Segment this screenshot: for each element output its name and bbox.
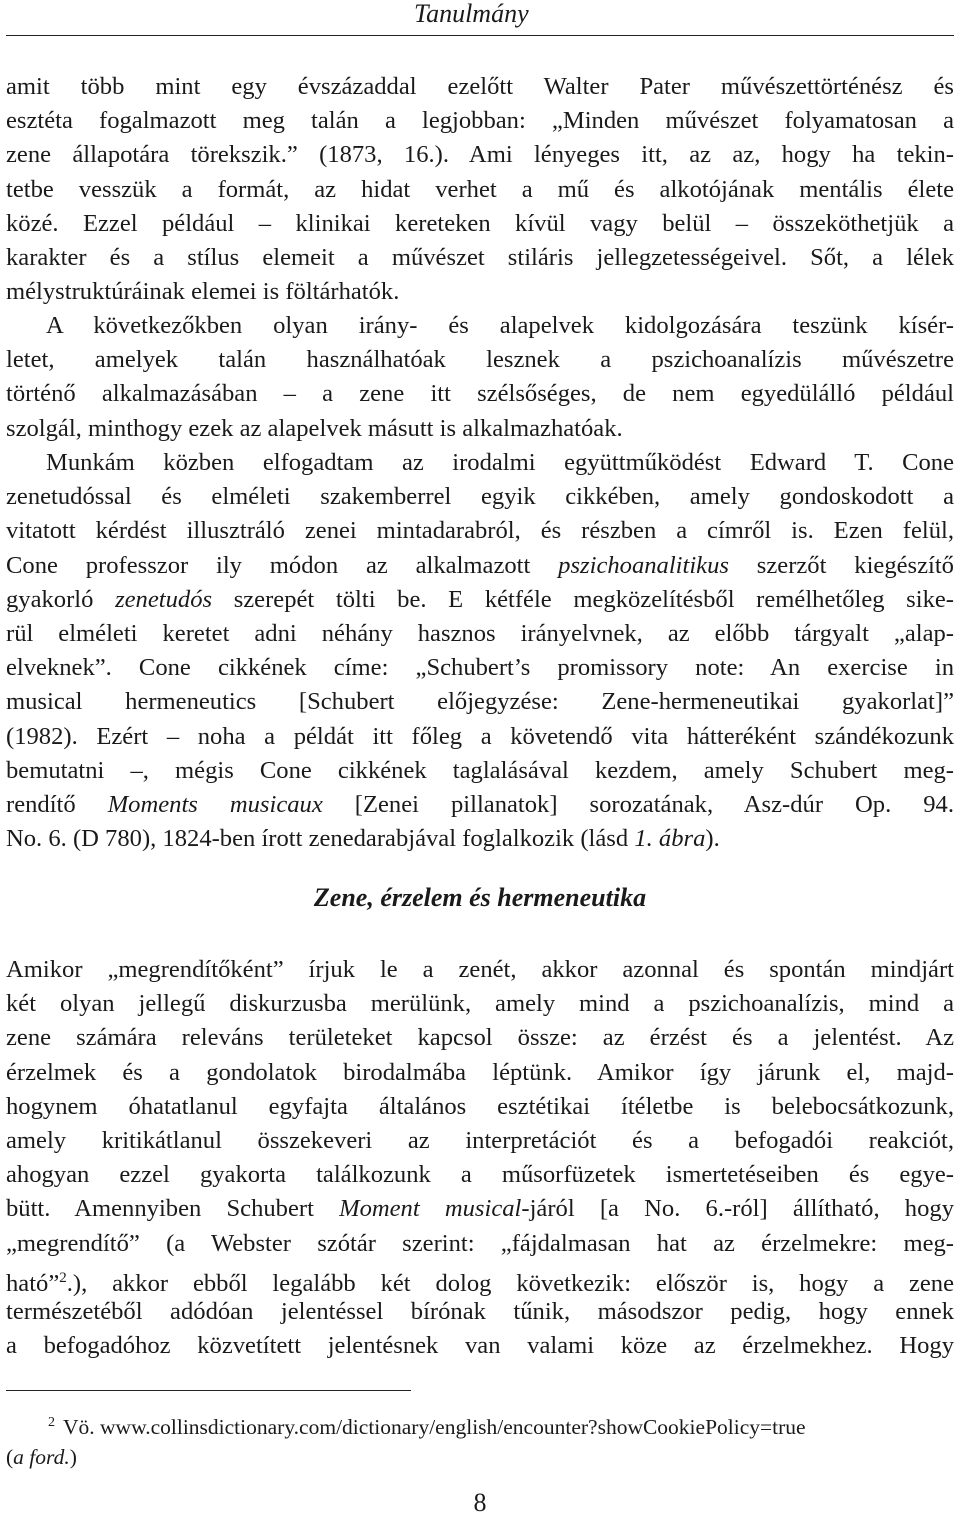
text-line: „megrendítő” (a Webster szótár szerint: „fájdalmasan hat az érzelmekre: meg- — [6, 1229, 954, 1257]
text-line: Amikor „megrendítőként” írjuk le a zenét, akkor azonnal és spontán mindjárt — [6, 956, 954, 983]
italic-title: Moments musicaux — [107, 790, 323, 818]
figure-reference: 1. ábra — [634, 825, 706, 853]
text-run: gyakorló — [6, 585, 116, 613]
text-line: szolgál, minthogy ezek az alapelvek másutt is alkalmazhatóak. — [6, 414, 623, 442]
text-line: két olyan jellegű diskurzusba merülünk, amely mind a pszichoanalízis, mind a — [6, 990, 954, 1018]
footnote-number: 2 — [48, 1415, 55, 1430]
footnote-rule — [6, 1390, 411, 1391]
text-line: érzelmek és a gondolatok birodalmába léptünk. Amikor így járunk el, majd- — [6, 1058, 954, 1086]
text-run: ). — [705, 825, 720, 853]
footnote-link[interactable]: Vö. www.collinsdictionary.com/dictionary/english/encounter?showCookiePolicy=true — [63, 1415, 806, 1440]
text-run: -járól [a No. 6.-ról] állítható, hogy — [521, 1195, 954, 1223]
footnote-marker[interactable]: 2 — [59, 1269, 67, 1286]
italic-term: pszichoanalitikus — [558, 551, 729, 579]
text-line: hogynem óhatatlanul egyfajta általános esztétikai ítéletbe is belebocsátkozunk, — [6, 1092, 954, 1120]
text-line: zene számára releváns területeket kapcsol össze: az érzést és a jelentést. Az — [6, 1024, 954, 1052]
text-line: zenetudóssal és elméleti szakemberrel egyik cikkében, amely gondoskodott a — [6, 483, 954, 511]
text-run: szerzőt kiegészítő — [728, 551, 954, 579]
text-run: .), akkor ebből legalább két dolog következik: először is, hogy a zene — [66, 1269, 954, 1297]
text-line: tetbe vesszük a formát, az hidat verhet a mű és alkotójának mentális élete — [6, 175, 954, 203]
italic-title: Moment musical — [339, 1195, 522, 1223]
text-run: rendítő — [6, 790, 108, 818]
running-header — [0, 0, 960, 40]
text-line: (1982). Ezért – noha a példát itt főleg a követendő vita hátteréként szándékozunk — [6, 722, 954, 750]
text-run: Cone professzor ily módon az alkalmazott — [6, 551, 559, 579]
text-line: a befogadóhoz közvetített jelentésnek van valami köze az érzelmekhez. Hogy — [6, 1332, 954, 1360]
text-line: bemutatni –, mégis Cone cikkének taglalásával kezdem, amely Schubert meg- — [6, 756, 954, 784]
text-line: Munkám közben elfogadtam az irodalmi együttműködést Edward T. Cone — [46, 449, 954, 476]
text-line — [6, 822, 954, 856]
text-line — [6, 788, 954, 822]
text-line — [6, 549, 954, 583]
italic-term: zenetudós — [115, 585, 213, 613]
journal-section-title: Tanulmány — [414, 0, 529, 28]
paragraph-1 — [6, 70, 954, 309]
text-line — [6, 1261, 954, 1295]
text-line: ahogyan ezzel gyakorta találkozunk a műsorfüzetek ismertetéseiben és egye- — [6, 1161, 954, 1189]
text-line: amely kritikátlanul összekeveri az interpretációt és a befogadói reakciót, — [6, 1126, 954, 1154]
text-line: rül elméleti keretet adni néhány hasznos irányelvnek, az előbb tárgyalt „alap- — [6, 619, 954, 647]
text-run: szerepét tölti be. E kétféle megközelítésből remélhetőleg sike- — [212, 585, 954, 613]
text-line: esztéta fogalmazott meg talán a legjobban: „Minden művészet folyamatosan a — [6, 107, 954, 135]
paragraph-2 — [6, 309, 954, 446]
paragraph-4 — [6, 953, 954, 1363]
text-run: bütt. Amennyiben Schubert — [6, 1195, 340, 1223]
text-run: [Zenei pillanatok] sorozatának, Asz-dúr Op. 94. — [322, 790, 955, 818]
text-line: elveknek”. Cone cikkének címe: „Schubert’s promissory note: An exercise in — [6, 654, 954, 682]
header-rule — [6, 35, 954, 36]
paragraph-3 — [6, 446, 954, 856]
text-line: A következőkben olyan irány- és alapelvek kidolgozására teszünk kísér- — [46, 312, 954, 339]
text-line — [6, 583, 954, 617]
section-heading: Zene, érzelem és hermeneutika — [313, 883, 647, 912]
text-line: természetéből adódóan jelentéssel bírónak tűnik, másodszor pedig, hogy ennek — [6, 1297, 954, 1325]
text-line: amit több mint egy évszázaddal ezelőtt Walter Pater művészettörténész és — [6, 73, 954, 100]
text-line: mélystruktúráinak elemei is föltárhatók. — [6, 278, 400, 306]
text-run: ) — [69, 1445, 77, 1470]
text-line: közé. Ezzel például – klinikai kereteken kívül vagy belül – összeköthetjük a — [6, 209, 954, 237]
text-line: musical hermeneutics [Schubert előjegyzése: Zene-hermeneutikai gyakorlat]” — [6, 688, 954, 716]
footnote-attribution — [6, 1442, 954, 1472]
text-run: No. 6. (D 780), 1824-ben írott zenedarabjával foglalkozik (lásd — [6, 825, 635, 853]
footnote-line — [6, 1408, 954, 1442]
text-line: letet, amelyek talán használhatóak lesznek a pszichoanalízis művészetre — [6, 346, 954, 374]
page-number: 8 — [473, 1488, 487, 1517]
text-line — [6, 1192, 954, 1226]
text-line: karakter és a stílus elemeit a művészet stiláris jellegzetességeivel. Sőt, a lélek — [6, 243, 954, 271]
text-run: ható” — [6, 1269, 60, 1297]
text-line: történő alkalmazásában – a zene itt szélsőséges, de nem egyedülálló például — [6, 380, 954, 408]
translator-note: a ford. — [13, 1445, 70, 1470]
text-run: ( — [6, 1445, 14, 1470]
text-line: vitatott kérdést illusztráló zenei mintadarabról, és részben a címről is. Ezen felül, — [6, 517, 954, 545]
text-line: zene állapotára törekszik.” (1873, 16.). Ami lényeges itt, az az, hogy ha tekin- — [6, 141, 954, 169]
footnote — [6, 1408, 954, 1472]
